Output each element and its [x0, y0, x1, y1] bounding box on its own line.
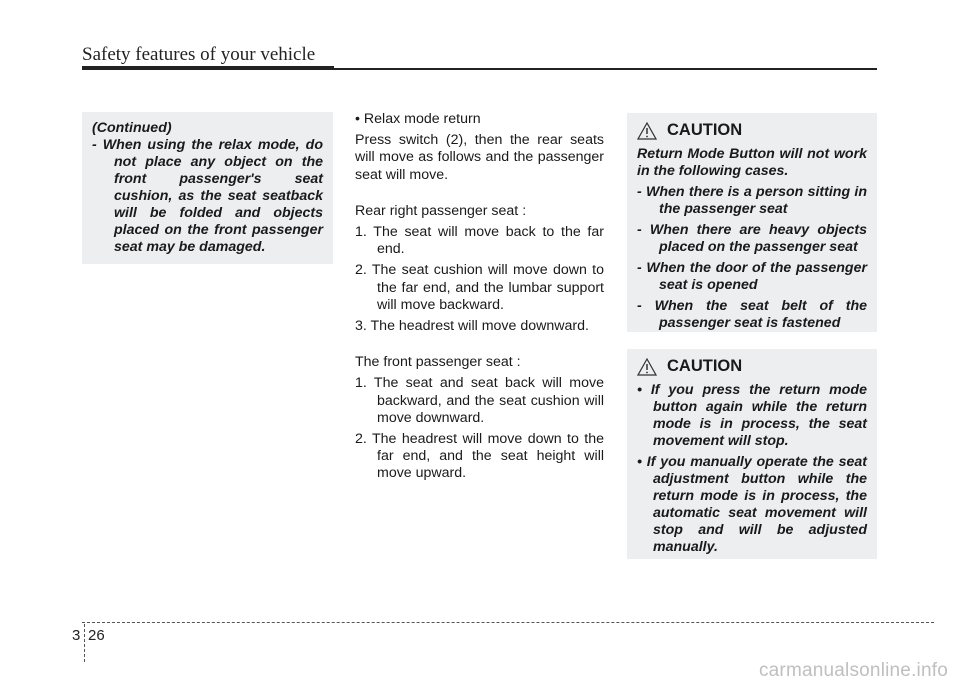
warning-triangle-icon — [637, 122, 657, 140]
caution-item: - When there is a person sitting in the passenger seat — [637, 184, 867, 217]
caution-box-manual-operation — [627, 349, 877, 559]
continued-item: - When using the relax mode, do not place any object on the front passenger's seat cushion, as the seat seatback will be folded and objects placed on the front passenger seat may be damaged. — [92, 137, 323, 255]
chapter-number: 3 — [72, 627, 81, 644]
caution-title: CAUTION — [667, 357, 743, 375]
rear-item: 3. The headrest will move downward. — [355, 318, 589, 335]
watermark: carmanualsonline.info — [758, 660, 948, 681]
footer-divider — [84, 624, 85, 662]
caution-item: - When the seat belt of the passenger seat is fastened — [637, 298, 867, 331]
caution-item: - When there are heavy objects placed on the passenger seat — [637, 222, 867, 255]
rear-item: 2. The seat cushion will move down to the far end, and the lumbar support will move backward. — [355, 262, 604, 313]
page-header-title: Safety features of your vehicle — [82, 44, 316, 65]
caution-title: CAUTION — [667, 121, 743, 139]
rear-item: 1. The seat will move back to the far end. — [355, 224, 604, 258]
caution-item: • If you manually operate the seat adjustment button while the return mode is in process, the automatic seat movement will stop and will be adjusted manually. — [637, 454, 867, 555]
caution-item: • If you press the return mode button again while the return mode is in process, the seat movement will stop. — [637, 382, 867, 449]
header-rule-thick — [82, 66, 334, 70]
front-seat-heading: The front passenger seat : — [355, 354, 521, 371]
caution-item: - When the door of the passenger seat is opened — [637, 260, 867, 293]
header-rule-thin — [334, 68, 877, 70]
main-text-column — [355, 111, 604, 487]
continued-heading: (Continued) — [92, 120, 172, 136]
continued-note-box — [82, 112, 333, 264]
footer-rule — [82, 622, 934, 623]
front-item: 1. The seat and seat back will move backward, and the seat cushion will move downward. — [355, 375, 604, 426]
rear-seat-heading: Rear right passenger seat : — [355, 202, 527, 219]
relax-return-intro: Press switch (2), then the rear seats will move as follows and the passenger seat will move. — [355, 132, 604, 183]
front-item: 2. The headrest will move down to the far end, and the seat height will move upward. — [355, 431, 604, 482]
warning-triangle-icon — [637, 358, 657, 376]
relax-mode-return-bullet: • Relax mode return — [355, 111, 481, 127]
caution-box-return-mode — [627, 113, 877, 332]
page-number: 26 — [88, 627, 105, 644]
caution-intro: Return Mode Button will not work in the following cases. — [637, 146, 867, 179]
